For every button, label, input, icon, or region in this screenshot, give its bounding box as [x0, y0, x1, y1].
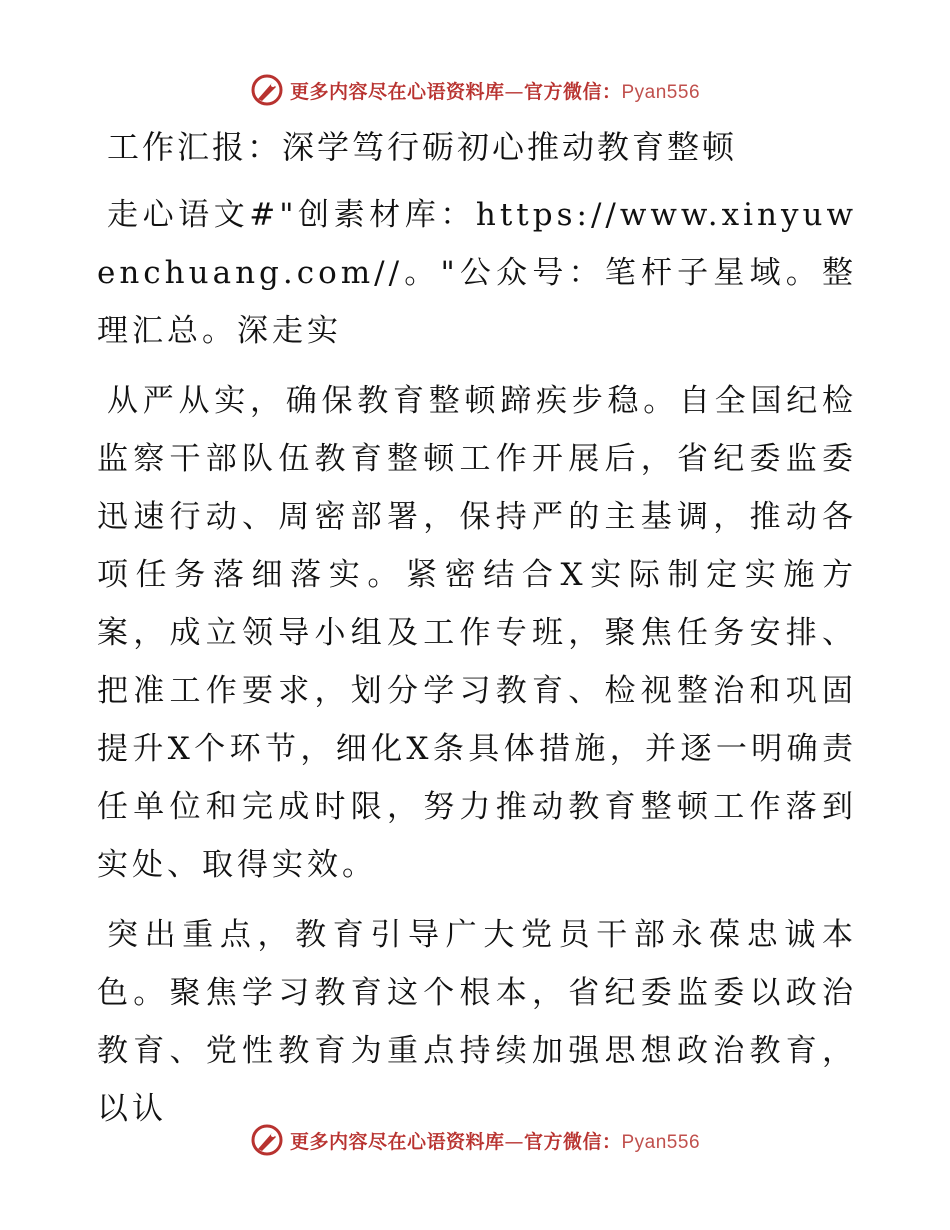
banner-site-text: 更多内容尽在心语资料库	[289, 1130, 505, 1153]
banner-official-text: 官方微信：	[523, 80, 622, 103]
banner-separator: —	[504, 1130, 524, 1153]
banner-official-text: 官方微信：	[523, 1130, 622, 1153]
header-banner	[0, 72, 950, 108]
banner-wechat-id: Pyan556	[621, 81, 701, 103]
document-title: 工作汇报：深学笃行砺初心推动教育整顿	[107, 128, 738, 166]
banner-wechat-id: Pyan556	[621, 1131, 701, 1153]
banner-separator: —	[504, 80, 524, 103]
paragraph-2: 突出重点，教育引导广大党员干部永葆忠诚本色。聚焦学习教育这个根本，省纪委监委以政治教育、党性教育为重点持续加强思想政治教育，以认	[97, 917, 857, 1127]
paragraph-1: 从严从实，确保教育整顿蹄疾步稳。自全国纪检监察干部队伍教育整顿工作开展后，省纪委监委迅速行动、周密部署，保持严的主基调，推动各项任务落细落实。紧密结合X实际制定实施方案，成立领导小组及工作专班，聚焦任务安排、把准工作要求，划分学习教育、检视整治和巩固提升X个环节，细化X条具体措施，并逐一明确责任单位和完成时限，努力推动教育整顿工作落到实处、取得实效。	[97, 383, 857, 883]
banner-text	[290, 77, 700, 104]
pen-nib-logo-icon	[250, 1123, 284, 1157]
banner-site-text: 更多内容尽在心语资料库	[289, 80, 505, 103]
banner-text	[290, 1127, 700, 1154]
source-note: 走心语文#"创素材库：https://www.xinyuwenchuang.com//。"公众号：笔杆子星域。整理汇总。深走实	[97, 197, 857, 349]
document-body	[97, 118, 857, 1150]
footer-banner	[0, 1122, 950, 1158]
pen-nib-logo-icon	[250, 73, 284, 107]
